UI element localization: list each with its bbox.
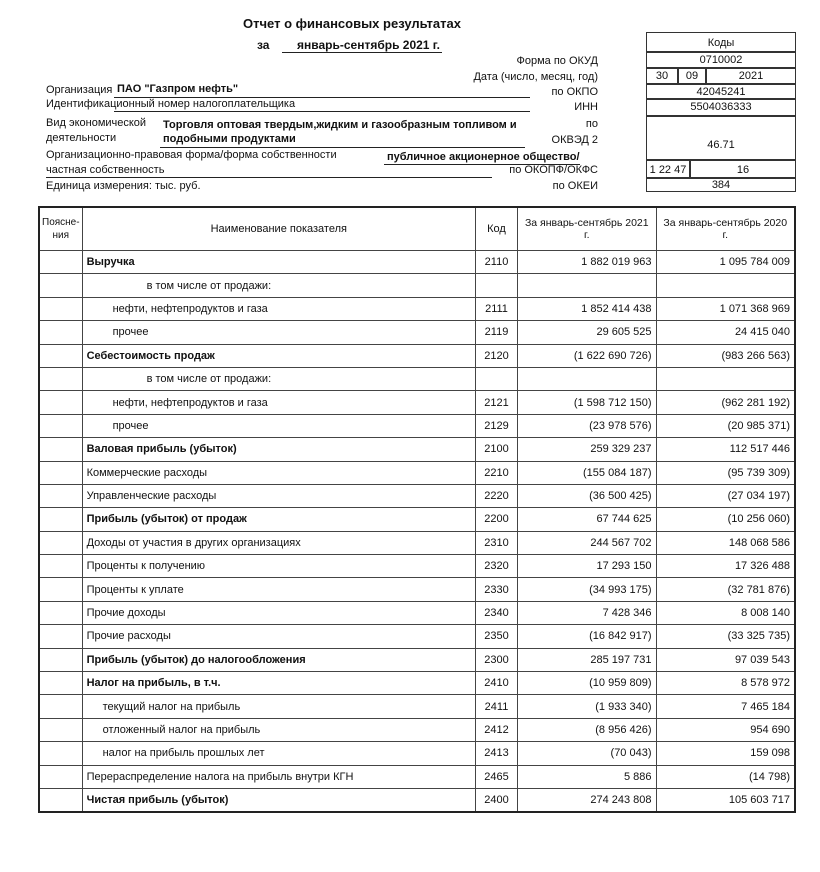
table-row	[39, 461, 795, 484]
table-row	[39, 672, 795, 695]
row-prev	[656, 367, 795, 390]
table-row	[39, 578, 795, 601]
row-cur: 17 293 150	[518, 555, 656, 578]
table-row	[39, 788, 795, 812]
okfs-code: 16	[690, 160, 796, 178]
row-note	[39, 321, 82, 344]
row-cur: (36 500 425)	[518, 484, 656, 507]
table-row	[39, 508, 795, 531]
row-name: текущий налог на прибыль	[82, 695, 475, 718]
okved-label-1: по	[585, 118, 598, 130]
row-prev: (33 325 735)	[656, 625, 795, 648]
table-row	[39, 414, 795, 437]
date-day: 30	[646, 68, 678, 84]
row-cur	[518, 274, 656, 297]
row-cur: (70 043)	[518, 742, 656, 765]
row-cur: 274 243 808	[518, 788, 656, 812]
row-cur: 1 852 414 438	[518, 297, 656, 320]
inn-label: Идентификационный номер налогоплательщика	[46, 98, 296, 110]
row-name: Выручка	[82, 251, 475, 274]
table-row	[39, 274, 795, 297]
row-note	[39, 625, 82, 648]
row-note	[39, 601, 82, 624]
row-note	[39, 695, 82, 718]
row-note	[39, 555, 82, 578]
row-name: Доходы от участия в других организациях	[82, 531, 475, 554]
row-name: Прочие расходы	[82, 625, 475, 648]
row-prev: 7 465 184	[656, 695, 795, 718]
header-prev: За январь-сентябрь 2020 г.	[656, 207, 795, 251]
row-name: Прибыль (убыток) от продаж	[82, 508, 475, 531]
row-note	[39, 531, 82, 554]
row-code: 2465	[475, 765, 517, 788]
row-prev: 1 071 368 969	[656, 297, 795, 320]
row-note	[39, 718, 82, 741]
okpo-label: по ОКПО	[551, 86, 598, 98]
row-cur: (1 598 712 150)	[518, 391, 656, 414]
row-name: Коммерческие расходы	[82, 461, 475, 484]
row-note	[39, 508, 82, 531]
row-code: 2411	[475, 695, 517, 718]
row-code: 2410	[475, 672, 517, 695]
financial-results-table	[38, 206, 796, 813]
row-note	[39, 344, 82, 367]
activity-label-1: Вид экономической	[46, 117, 147, 129]
row-code: 2330	[475, 578, 517, 601]
inn-code-label: ИНН	[574, 101, 598, 113]
row-cur: 7 428 346	[518, 601, 656, 624]
row-cur	[518, 367, 656, 390]
row-prev: 8 578 972	[656, 672, 795, 695]
table-row	[39, 695, 795, 718]
table-row	[39, 391, 795, 414]
row-prev: (962 281 192)	[656, 391, 795, 414]
row-cur: 285 197 731	[518, 648, 656, 671]
date-label: Дата (число, месяц, год)	[473, 71, 598, 83]
row-note	[39, 274, 82, 297]
okopf-label: по ОКОПФ/ОКФС	[509, 164, 598, 176]
table-row	[39, 367, 795, 390]
row-prev: 148 068 586	[656, 531, 795, 554]
row-name: Прибыль (убыток) до налогообложения	[82, 648, 475, 671]
row-code: 2412	[475, 718, 517, 741]
row-name: Перераспределение налога на прибыль внутри КГН	[82, 765, 475, 788]
okud-code: 0710002	[646, 52, 796, 68]
row-name: прочее	[82, 414, 475, 437]
row-code: 2310	[475, 531, 517, 554]
activity-label-2: деятельности	[46, 132, 117, 144]
inn-code: 5504036333	[646, 99, 796, 116]
row-prev: (95 739 309)	[656, 461, 795, 484]
table-row	[39, 742, 795, 765]
okved-code: 46.71	[646, 116, 796, 160]
legal-form-label-1: Организационно-правовая форма/форма собственности	[46, 149, 337, 161]
table-header	[39, 207, 795, 251]
row-cur: (155 084 187)	[518, 461, 656, 484]
row-name: налог на прибыль прошлых лет	[82, 742, 475, 765]
row-note	[39, 484, 82, 507]
row-cur: 67 744 625	[518, 508, 656, 531]
row-cur: 5 886	[518, 765, 656, 788]
header-name: Наименование показателя	[82, 207, 475, 251]
date-month: 09	[678, 68, 706, 84]
row-prev: 159 098	[656, 742, 795, 765]
row-code: 2320	[475, 555, 517, 578]
okved-label-2: ОКВЭД 2	[551, 134, 598, 146]
okei-code: 384	[646, 178, 796, 192]
table-row	[39, 601, 795, 624]
table-row	[39, 321, 795, 344]
row-code	[475, 367, 517, 390]
row-name: Себестоимость продаж	[82, 344, 475, 367]
okopf-code: 1 22 47	[646, 160, 690, 178]
header-code: Код	[475, 207, 517, 251]
row-note	[39, 297, 82, 320]
row-note	[39, 461, 82, 484]
row-note	[39, 578, 82, 601]
row-prev: 97 039 543	[656, 648, 795, 671]
row-cur: (1 622 690 726)	[518, 344, 656, 367]
row-note	[39, 391, 82, 414]
row-cur: (10 959 809)	[518, 672, 656, 695]
row-name: Прочие доходы	[82, 601, 475, 624]
row-code: 2120	[475, 344, 517, 367]
row-prev: 105 603 717	[656, 788, 795, 812]
row-note	[39, 648, 82, 671]
row-prev: 17 326 488	[656, 555, 795, 578]
unit-label: Единица измерения: тыс. руб.	[46, 180, 201, 192]
row-note	[39, 438, 82, 461]
period-value: январь-сентябрь 2021 г.	[297, 38, 440, 52]
row-name: прочее	[82, 321, 475, 344]
row-name: Управленческие расходы	[82, 484, 475, 507]
row-code	[475, 274, 517, 297]
table-row	[39, 555, 795, 578]
row-code: 2111	[475, 297, 517, 320]
activity-value-2: подобными продуктами	[163, 133, 296, 145]
table-row	[39, 625, 795, 648]
row-prev: (983 266 563)	[656, 344, 795, 367]
row-name: Валовая прибыль (убыток)	[82, 438, 475, 461]
okud-label: Форма по ОКУД	[516, 55, 598, 67]
row-note	[39, 251, 82, 274]
row-code: 2129	[475, 414, 517, 437]
row-code: 2413	[475, 742, 517, 765]
row-prev: (32 781 876)	[656, 578, 795, 601]
row-cur: (23 978 576)	[518, 414, 656, 437]
row-prev: 24 415 040	[656, 321, 795, 344]
table-row	[39, 765, 795, 788]
row-prev: 1 095 784 009	[656, 251, 795, 274]
row-prev	[656, 274, 795, 297]
row-name: отложенный налог на прибыль	[82, 718, 475, 741]
row-note	[39, 672, 82, 695]
row-cur: (16 842 917)	[518, 625, 656, 648]
codes-title: Коды	[646, 32, 796, 52]
row-code: 2119	[475, 321, 517, 344]
row-cur: (8 956 426)	[518, 718, 656, 741]
row-cur: 1 882 019 963	[518, 251, 656, 274]
row-name: Чистая прибыль (убыток)	[82, 788, 475, 812]
row-note	[39, 765, 82, 788]
row-cur: (34 993 175)	[518, 578, 656, 601]
table-row	[39, 297, 795, 320]
row-note	[39, 414, 82, 437]
report-title: Отчет о финансовых результатах	[243, 16, 461, 31]
table-row	[39, 344, 795, 367]
table-row	[39, 484, 795, 507]
row-name: Проценты к уплате	[82, 578, 475, 601]
org-label: Организация	[46, 84, 113, 96]
row-cur: (1 933 340)	[518, 695, 656, 718]
row-name: Налог на прибыль, в т.ч.	[82, 672, 475, 695]
legal-form-value: публичное акционерное общество/	[387, 151, 580, 163]
row-prev: (27 034 197)	[656, 484, 795, 507]
table-row	[39, 251, 795, 274]
row-name: в том числе от продажи:	[82, 274, 475, 297]
header-note: Поясне-ния	[39, 207, 82, 251]
row-code: 2121	[475, 391, 517, 414]
row-code: 2100	[475, 438, 517, 461]
row-prev: 954 690	[656, 718, 795, 741]
row-code: 2350	[475, 625, 517, 648]
header-cur: За январь-сентябрь 2021 г.	[518, 207, 656, 251]
legal-form-label-2: частная собственность	[46, 164, 165, 176]
row-code: 2300	[475, 648, 517, 671]
row-code: 2200	[475, 508, 517, 531]
row-name: в том числе от продажи:	[82, 367, 475, 390]
row-prev: (20 985 371)	[656, 414, 795, 437]
row-note	[39, 742, 82, 765]
row-name: нефти, нефтепродуктов и газа	[82, 297, 475, 320]
row-prev: 8 008 140	[656, 601, 795, 624]
row-note	[39, 367, 82, 390]
row-note	[39, 788, 82, 812]
row-code: 2210	[475, 461, 517, 484]
row-code: 2220	[475, 484, 517, 507]
row-code: 2340	[475, 601, 517, 624]
activity-value-1: Торговля оптовая твердым,жидким и газообразным топливом и	[163, 119, 517, 131]
row-code: 2400	[475, 788, 517, 812]
row-cur: 29 605 525	[518, 321, 656, 344]
date-year: 2021	[706, 68, 796, 84]
row-prev: (14 798)	[656, 765, 795, 788]
table-row	[39, 531, 795, 554]
row-prev: (10 256 060)	[656, 508, 795, 531]
okei-label: по ОКЕИ	[552, 180, 598, 192]
row-prev: 112 517 446	[656, 438, 795, 461]
row-cur: 244 567 702	[518, 531, 656, 554]
row-code: 2110	[475, 251, 517, 274]
row-cur: 259 329 237	[518, 438, 656, 461]
row-name: нефти, нефтепродуктов и газа	[82, 391, 475, 414]
org-name: ПАО "Газпром нефть"	[117, 83, 239, 95]
table-row	[39, 718, 795, 741]
row-name: Проценты к получению	[82, 555, 475, 578]
table-row	[39, 438, 795, 461]
okpo-code: 42045241	[646, 84, 796, 99]
period-prefix: за	[257, 38, 270, 52]
table-row	[39, 648, 795, 671]
